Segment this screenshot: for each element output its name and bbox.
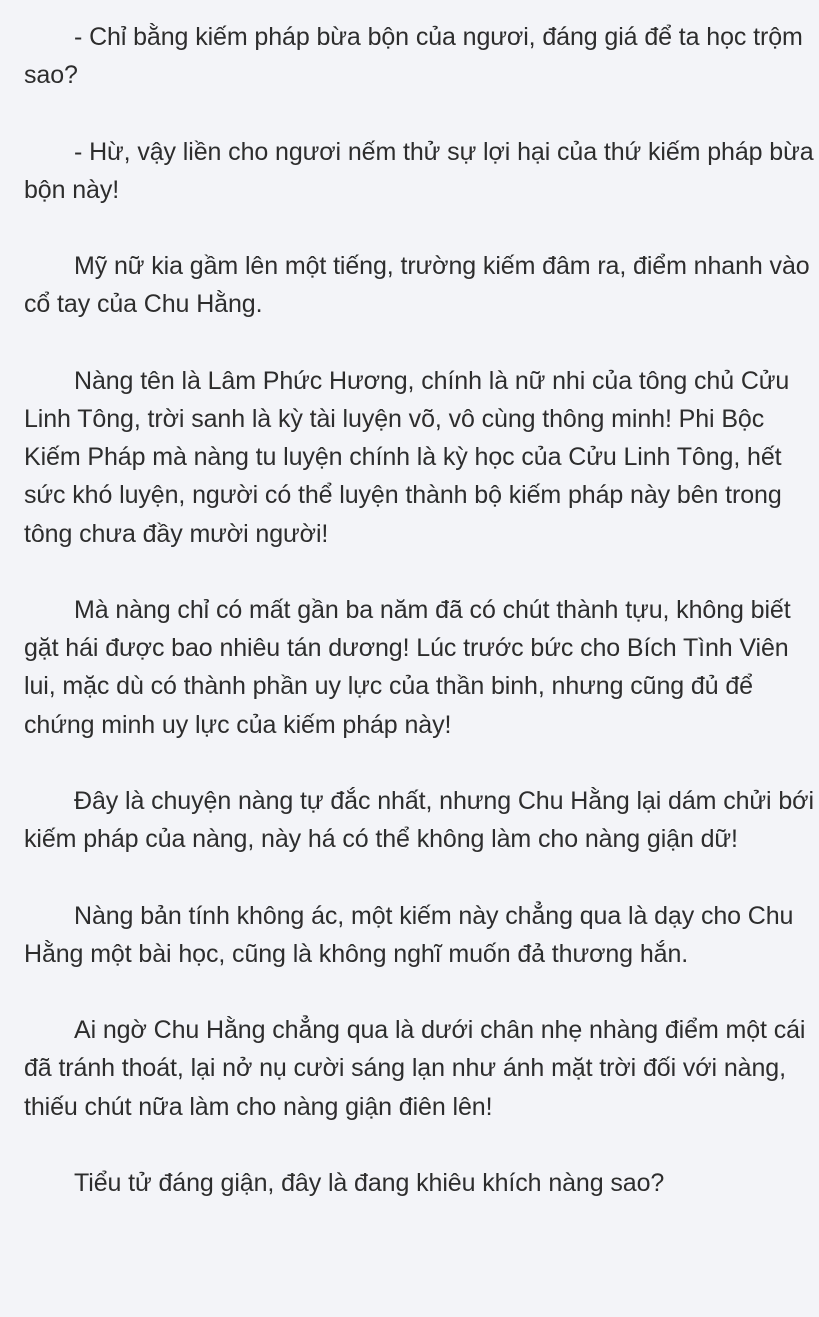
paragraph-6: Đây là chuyện nàng tự đắc nhất, nhưng Chu Hằng lại dám chửi bới kiếm pháp của nàng, này há có thể không làm cho nàng giận dữ! [24,786,814,854]
paragraph-5: Mà nàng chỉ có mất gần ba năm đã có chút thành tựu, không biết gặt hái được bao nhiêu tán dương! Lúc trước bức cho Bích Tình Viên lui, mặc dù có thành phần uy lực của thần binh, nhưng cũng đủ để chứng minh uy lực của kiếm pháp này! [24,595,791,739]
reading-page [24,18,814,1202]
paragraph-4: Nàng tên là Lâm Phức Hương, chính là nữ nhi của tông chủ Cửu Linh Tông, trời sanh là kỳ tài luyện võ, vô cùng thông minh! Phi Bộc Kiếm Pháp mà nàng tu luyện chính là kỳ học của Cửu Linh Tông, hết sức khó luyện, người có thể luyện thành bộ kiếm pháp này bên trong tông chưa đầy mười người! [24,366,790,548]
paragraph-7: Nàng bản tính không ác, một kiếm này chẳng qua là dạy cho Chu Hằng một bài học, cũng là không nghĩ muốn đả thương hắn. [24,901,794,968]
paragraph-1: - Chỉ bằng kiếm pháp bừa bộn của ngươi, đáng giá để ta học trộm sao? [24,23,803,90]
paragraph-8: Ai ngờ Chu Hằng chẳng qua là dưới chân nhẹ nhàng điểm một cái đã tránh thoát, lại nở nụ cười sáng lạn như ánh mặt trời đối với nàng, thiếu chút nữa làm cho nàng giận điên lên! [24,1016,806,1121]
paragraph-3: Mỹ nữ kia gầm lên một tiếng, trường kiếm đâm ra, điểm nhanh vào cổ tay của Chu Hằng. [24,252,810,319]
paragraph-2: - Hừ, vậy liền cho ngươi nếm thử sự lợi hại của thứ kiếm pháp bừa bộn này! [24,137,814,204]
paragraph-9: Tiểu tử đáng giận, đây là đang khiêu khích nàng sao? [74,1168,665,1197]
